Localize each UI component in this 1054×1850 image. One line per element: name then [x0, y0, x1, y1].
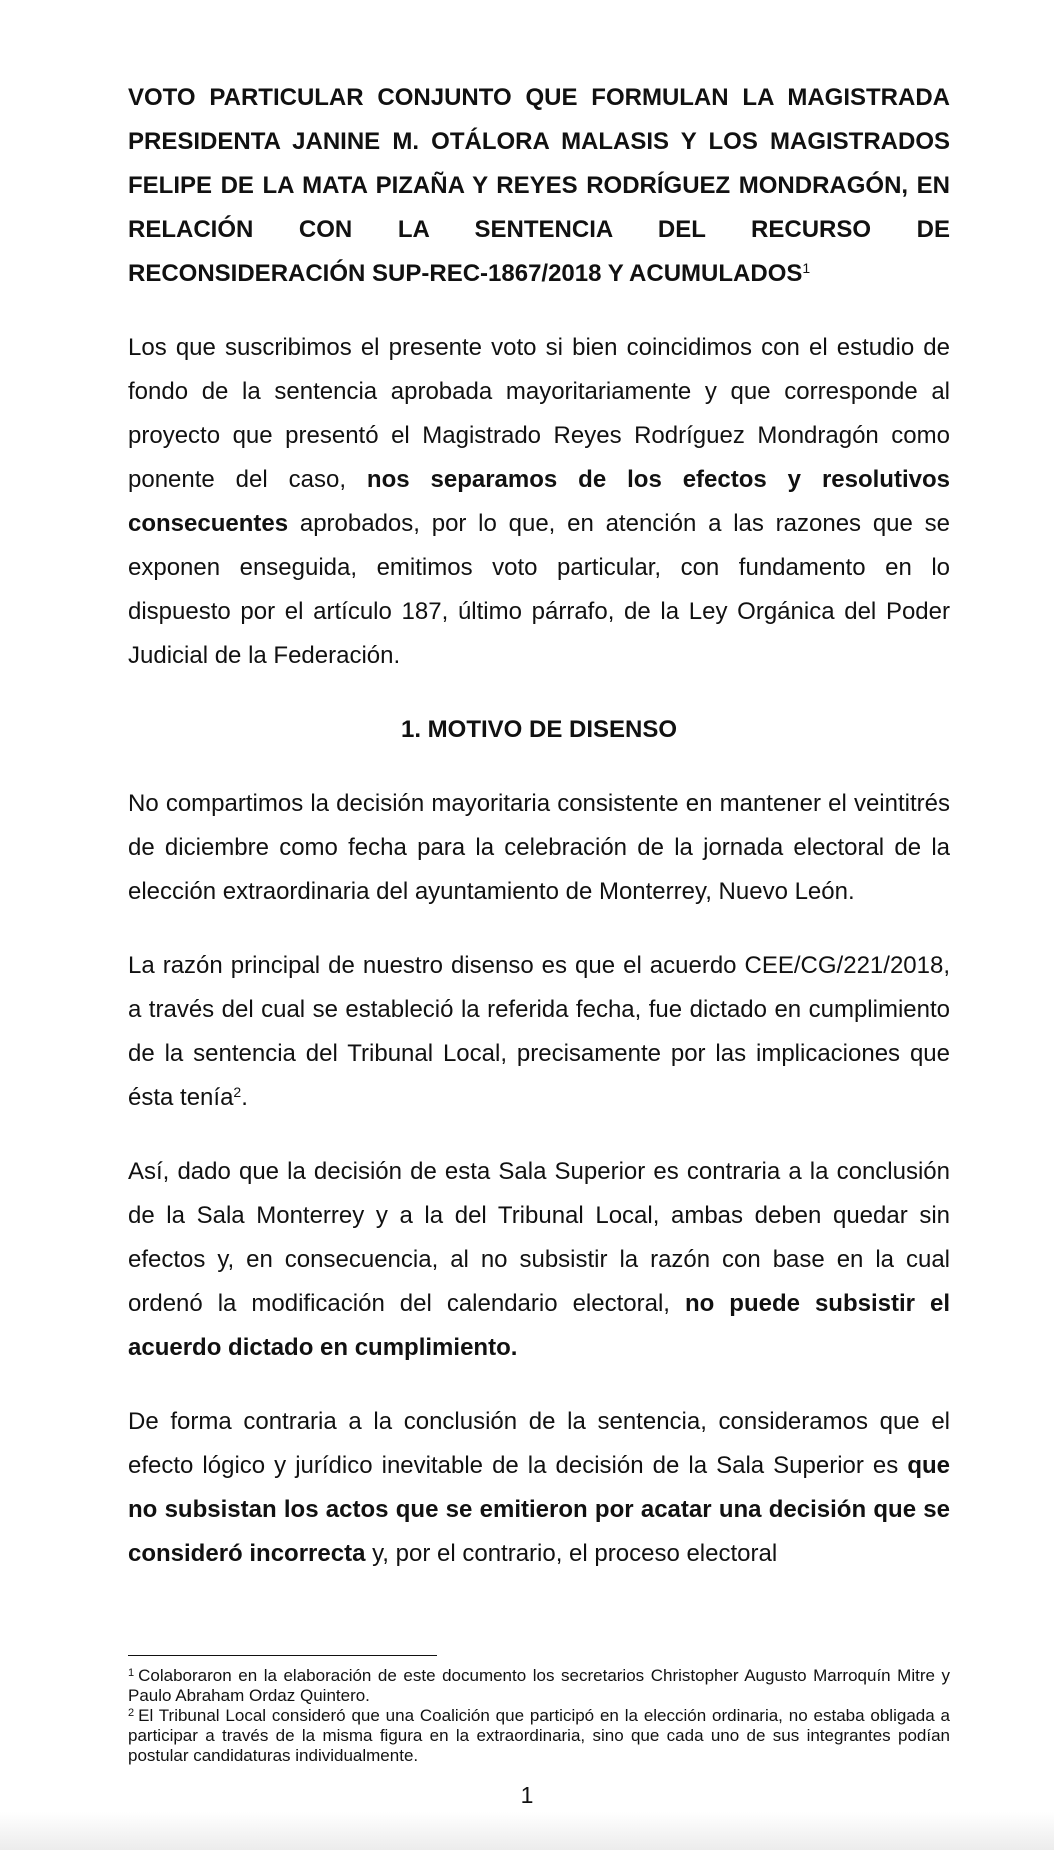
- intro-text-2: aprobados, por lo que, en atención a las razones que se exponen enseguida, emitimos voto particular, con fundamento en lo dispuesto por el artículo 187, último párrafo, de la Ley Orgánica del Poder Judicial de la Federación.: [128, 510, 950, 669]
- heading-text: VOTO PARTICULAR CONJUNTO QUE FORMULAN LA MAGISTRADA PRESIDENTA JANINE M. OTÁLORA MALASIS Y LOS MAGISTRADOS FELIPE DE LA MATA PIZAÑA Y REYES RODRÍGUEZ MONDRAGÓN, EN RELACIÓN CON LA SENTENCIA DEL RECURSO DE RECONSIDERACIÓN SUP-REC-1867/2018 Y ACUMULADOS: [128, 84, 950, 287]
- intro-text-1: Los que suscribimos el presente voto si bien coincidimos con el estudio de fondo de la sentencia aprobada mayoritariamente y que corresponde al proyecto que presentó el Magistrado Reyes Rodríguez Mondragón como ponente del caso,: [128, 334, 950, 493]
- footnote-1: [128, 1666, 950, 1706]
- document-heading: [128, 76, 950, 296]
- intro-bold-text: nos separamos de los efectos y resolutivos consecuentes: [128, 466, 950, 537]
- document-body: [128, 76, 950, 1576]
- paragraph-3-bold-text: no puede subsistir el acuerdo dictado en cumplimiento.: [128, 1290, 951, 1361]
- paragraph-3: [128, 1150, 950, 1370]
- paragraph-2-end: .: [241, 1084, 248, 1111]
- footnote-number: 2: [128, 1707, 135, 1719]
- section-title: 1. MOTIVO DE DISENSO: [400, 716, 678, 743]
- footnote-ref-1: 1: [802, 260, 811, 276]
- paragraph-4-text-2: y, por el contrario, el proceso electoral: [365, 1540, 778, 1567]
- paragraph-4-text-1: De forma contraria a la conclusión de la sentencia, consideramos que el efecto lógico y jurídico inevitable de la decisión de la Sala Superior es: [128, 1408, 950, 1479]
- page-number: 1: [520, 1782, 534, 1808]
- footnotes: [128, 1655, 950, 1766]
- paragraph-4: [128, 1400, 950, 1576]
- footnote-2: [128, 1706, 950, 1766]
- footnote-number: 1: [128, 1667, 135, 1679]
- footnote-text: El Tribunal Local consideró que una Coalición que participó en la elección ordinaria, no estaba obligada a participar a través de la misma figura en la extraordinaria, sino que cada uno de sus integrantes podían postular candidaturas individualmente.: [128, 1706, 950, 1765]
- footnote-text: Colaboraron en la elaboración de este documento los secretarios Christopher Augusto Marroquín Mitre y Paulo Abraham Ordaz Quintero.: [128, 1666, 950, 1705]
- intro-paragraph: [128, 326, 950, 678]
- paragraph-1: No compartimos la decisión mayoritaria consistente en mantener el veintitrés de diciembre como fecha para la celebración de la jornada electoral de la elección extraordinaria del ayuntamiento de Monterrey, Nuevo León.: [128, 790, 950, 905]
- page-bottom-shadow: [0, 1812, 1054, 1850]
- paragraph-2: [128, 944, 950, 1120]
- footnote-separator: [128, 1655, 437, 1656]
- paragraph-2-text: La razón principal de nuestro disenso es que el acuerdo CEE/CG/221/2018, a través del cual se estableció la referida fecha, fue dictado en cumplimiento de la sentencia del Tribunal Local, precisamente por las implicaciones que ésta tenía: [128, 952, 950, 1111]
- paragraph-3-text: Así, dado que la decisión de esta Sala Superior es contraria a la conclusión de la Sala Monterrey y a la del Tribunal Local, ambas deben quedar sin efectos y, en consecuencia, al no subsistir la razón con base en la cual ordenó la modificación del calendario electoral,: [128, 1158, 950, 1317]
- paragraph-4-bold-text: que no subsistan los actos que se emitieron por acatar una decisión que se consideró incorrecta: [128, 1452, 950, 1567]
- footnote-ref-2: 2: [233, 1084, 242, 1100]
